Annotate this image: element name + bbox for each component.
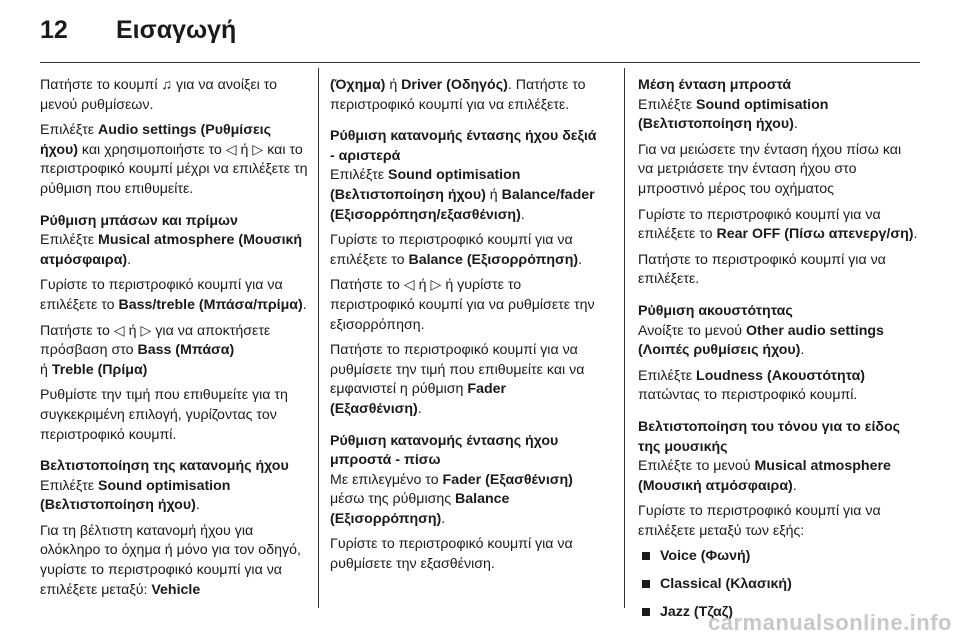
page-header xyxy=(40,16,236,52)
paragraph: Πατήστε το ◁ ή ▷ ή γυρίστε το περιστροφικό κουμπί για να ρυθμίσετε την εξισορρόπηση. xyxy=(330,277,595,333)
list-item: Voice (Φωνή) xyxy=(638,547,918,567)
column-divider xyxy=(318,68,319,608)
column-1 xyxy=(40,76,308,606)
paragraph: Με επιλεγμένο το Fader (Εξασθένιση) μέσω της ρύθμισης Balance (Εξισορρόπηση). xyxy=(330,471,573,527)
section-heading: Μέση ένταση μπροστά xyxy=(638,77,792,93)
paragraph: Επιλέξτε Audio settings (Ρυθμίσεις ήχου) και χρησιμοποιήστε το ◁ ή ▷ και το περιστροφικό κουμπί μέχρι να επιλέξετε τη ρύθμιση που επιθυμείτε. xyxy=(40,122,308,197)
paragraph: Επιλέξτε Sound optimisation (Βελτιστοποίηση ήχου). xyxy=(638,96,829,133)
bullet-square-icon xyxy=(642,580,650,588)
paragraph: Για τη βέλτιστη κατανομή ήχου για ολόκληρο το όχημα ή μόνο για τον οδηγό, γυρίστε το περιστροφικό κουμπί για να επιλέξετε μεταξύ: Vehicle xyxy=(40,522,301,598)
paragraph: Επιλέξτε Loudness (Ακουστότητα) πατώντας το περιστροφικό κουμπί. xyxy=(638,367,866,404)
paragraph: Επιλέξτε Musical atmosphere (Μουσική ατμόσφαιρα). xyxy=(40,232,303,268)
paragraph: Πατήστε το περιστροφικό κουμπί για να ρυθμίσετε την τιμή που επιθυμείτε και να εμφανιστεί η ρύθμιση Fader (Εξασθένιση). xyxy=(330,342,585,417)
column-divider xyxy=(624,68,625,608)
paragraph: Γυρίστε το περιστροφικό κουμπί για να επιλέξετε το Balance (Εξισορρόπηση). xyxy=(330,232,583,268)
paragraph: Επιλέξτε Sound optimisation (Βελτιστοποίηση ήχου). xyxy=(40,477,231,514)
section-heading: Βελτιστοποίηση του τόνου για το είδος της μουσικής xyxy=(638,418,901,455)
bullet-square-icon xyxy=(642,552,650,560)
paragraph: Επιλέξτε το μενού Musical atmosphere (Μουσική ατμόσφαιρα). xyxy=(638,458,891,494)
list-item: Jazz (Τζαζ) xyxy=(638,603,918,623)
paragraph: Επιλέξτε Sound optimisation (Βελτιστοποίηση ήχου) ή Balance/fader (Εξισορρόπηση/εξασθένιση). xyxy=(330,167,595,223)
section-heading: Βελτιστοποίηση της κατανομής ήχου xyxy=(40,458,289,475)
paragraph: Γυρίστε το περιστροφικό κουμπί για να επιλέξετε το Rear OFF (Πίσω απενεργ/ση). xyxy=(638,206,918,243)
paragraph: Γυρίστε το περιστροφικό κουμπί για να ρυθμίσετε την εξασθένιση. xyxy=(330,536,573,573)
paragraph: Γυρίστε το περιστροφικό κουμπί για να επιλέξετε το Bass/treble (Μπάσα/πρίμα). xyxy=(40,277,307,313)
column-3 xyxy=(638,76,918,630)
paragraph: Ρυθμίστε την τιμή που επιθυμείτε για τη συγκεκριμένη επιλογή, γυρίζοντας τον περιστροφικό κουμπί. xyxy=(40,387,288,443)
section-heading: Ρύθμιση ακουστότητας xyxy=(638,302,793,319)
paragraph: Ανοίξτε το μενού Other audio settings (Λοιπές ρυθμίσεις ήχου). xyxy=(638,322,884,359)
header-rule xyxy=(40,62,920,63)
paragraph: (Όχημα) ή Driver (Οδηγός). Πατήστε το περιστροφικό κουμπί για να επιλέξετε. xyxy=(330,77,586,113)
column-2 xyxy=(330,76,600,581)
section-heading: Ρύθμιση κατανομής έντασης ήχου μπροστά - πίσω xyxy=(330,432,559,469)
watermark: carmanualsonline.info xyxy=(708,610,952,635)
paragraph: Πατήστε το κουμπί ♫ για να ανοίξει το μενού ρυθμίσεων. xyxy=(40,77,278,113)
section-heading: Ρύθμιση μπάσων και πρίμων xyxy=(40,212,238,229)
paragraph: Γυρίστε το περιστροφικό κουμπί για να επιλέξετε μεταξύ των εξής: xyxy=(638,503,881,539)
page-number: 12 xyxy=(40,16,68,44)
section-heading: Ρύθμιση κατανομής έντασης ήχου δεξιά - αριστερά xyxy=(330,128,597,164)
page-title: Εισαγωγή xyxy=(116,16,237,44)
list-item: Classical (Κλασική) xyxy=(638,575,918,595)
paragraph: Πατήστε το περιστροφικό κουμπί για να επιλέξετε. xyxy=(638,251,886,288)
paragraph: Πατήστε το ◁ ή ▷ για να αποκτήσετε πρόσβαση στο Bass (Μπάσα) ή Treble (Πρίμα) xyxy=(40,322,271,378)
paragraph: Για να μειώσετε την ένταση ήχου πίσω και να μετριάσετε την ένταση ήχου στο μπροστινό μέρος του οχήματος xyxy=(638,141,902,197)
bullet-square-icon xyxy=(642,608,650,616)
